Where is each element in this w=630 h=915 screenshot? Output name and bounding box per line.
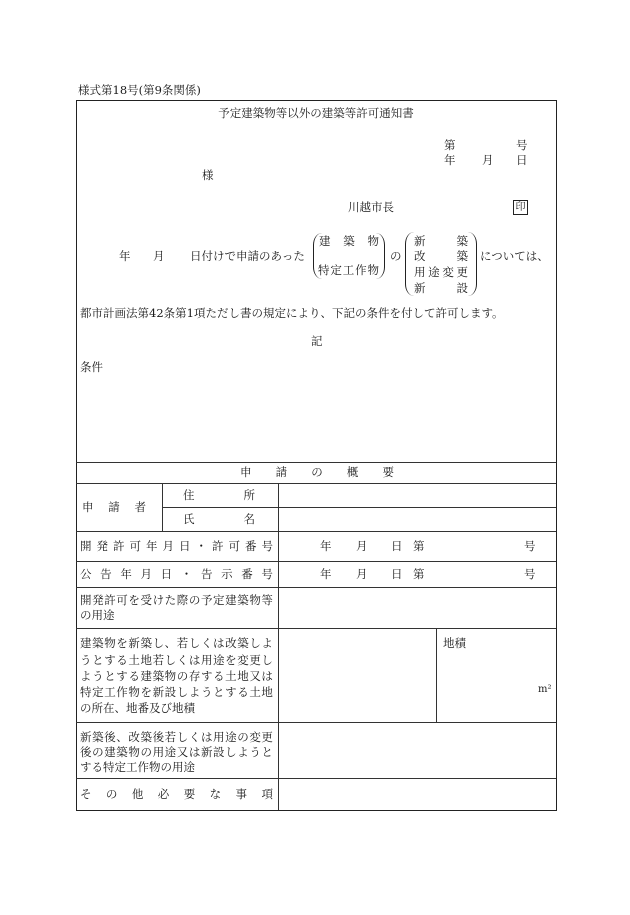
action-option-use-change: 用 途 変 更 [414, 265, 468, 279]
land-label-line: う と す る 土 地 若 し く は 用 途 を 変 更 し [80, 653, 273, 667]
table-rule [162, 507, 556, 508]
action-option-new-install: 新 設 [414, 281, 468, 295]
note-heading: 記 [311, 334, 323, 348]
issuer-name: 川越市長 [348, 200, 394, 214]
notice-number-suffix: 号 [516, 138, 528, 152]
public-notice-number-prefix: 第 [413, 567, 425, 581]
form-number: 様式第18号(第9条関係) [78, 83, 201, 97]
permission-statement: 都市計画法第42条第1項ただし書の規定により、下記の条件を付して許可します。 [80, 306, 504, 320]
other-matters-label: そ の 他 必 要 な 事 項 [80, 787, 273, 801]
table-rule [162, 483, 163, 531]
action-option-rebuild: 改 築 [414, 249, 468, 263]
notice-date-month: 月 [482, 153, 494, 167]
conditions-label: 条件 [80, 360, 103, 374]
application-suffix: については、 [480, 249, 549, 263]
application-month: 月 [153, 249, 165, 263]
land-area-unit: m² [538, 684, 552, 695]
development-permit-label: 開 発 許 可 年 月 日 ・ 許 可 番 号 [80, 539, 273, 553]
object-option-structure: 特 定 工 作 物 [318, 263, 379, 277]
new-use-label-line: 後 の 建 築 物 の 用 途 又 は 新 設 し よ う と [80, 745, 273, 759]
action-option-new-build: 新 築 [414, 234, 468, 248]
land-label-line: 建 築 物 を 新 築 し 、 若 し く は 改 築 し よ [80, 636, 273, 650]
development-permit-number-prefix: 第 [413, 539, 425, 553]
seal-mark: 印 [513, 200, 528, 215]
development-permit-year: 年 [320, 539, 332, 553]
notice-number-prefix: 第 [444, 138, 456, 152]
planned-use-label-line: の用途 [80, 608, 115, 622]
applicant-label: 申 請 者 [82, 500, 146, 514]
public-notice-number-suffix: 号 [524, 567, 536, 581]
notice-date-year: 年 [444, 153, 456, 167]
public-notice-label: 公 告 年 月 日 ・ 告 示 番 号 [80, 567, 273, 581]
table-rule [76, 587, 556, 588]
new-use-label-line: 新 築 後 、 改 築 後 若 し く は 用 途 の 変 更 [80, 730, 273, 744]
application-phrase: 日付けで申請のあった [190, 249, 305, 263]
table-rule [76, 628, 556, 629]
table-rule [76, 531, 556, 532]
table-rule [278, 483, 279, 810]
name-label: 氏 名 [183, 512, 255, 526]
notice-date-day: 日 [516, 153, 528, 167]
table-rule [76, 483, 556, 484]
table-rule [76, 778, 556, 779]
development-permit-day: 日 [391, 539, 403, 553]
table-rule [76, 462, 556, 463]
object-option-building: 建 築 物 [319, 234, 379, 248]
table-rule [76, 561, 556, 562]
document-title: 予定建築物等以外の建築等許可通知書 [218, 106, 414, 120]
summary-heading: 申 請 の 概 要 [240, 465, 394, 479]
land-label-line: の所在、地番及び地積 [80, 701, 195, 715]
address-label: 住 所 [183, 488, 255, 502]
public-notice-month: 月 [356, 567, 368, 581]
table-rule [436, 628, 437, 722]
application-year: 年 [119, 249, 131, 263]
development-permit-month: 月 [356, 539, 368, 553]
table-rule [76, 722, 556, 723]
public-notice-year: 年 [320, 567, 332, 581]
addressee-honorific: 様 [202, 168, 214, 182]
development-permit-number-suffix: 号 [524, 539, 536, 553]
new-use-label-line: する特定工作物の用途 [80, 760, 195, 774]
planned-use-label-line: 開 発 許 可 を 受 け た 際 の 予 定 建 築 物 等 [80, 593, 273, 607]
land-label-line: よ う と す る 建 築 物 の 存 す る 土 地 又 は [80, 669, 273, 683]
public-notice-day: 日 [391, 567, 403, 581]
land-area-label: 地積 [443, 636, 466, 650]
application-particle: の [390, 249, 402, 263]
land-label-line: 特 定 工 作 物 を 新 設 し よ う と す る 土 地 [80, 685, 273, 699]
